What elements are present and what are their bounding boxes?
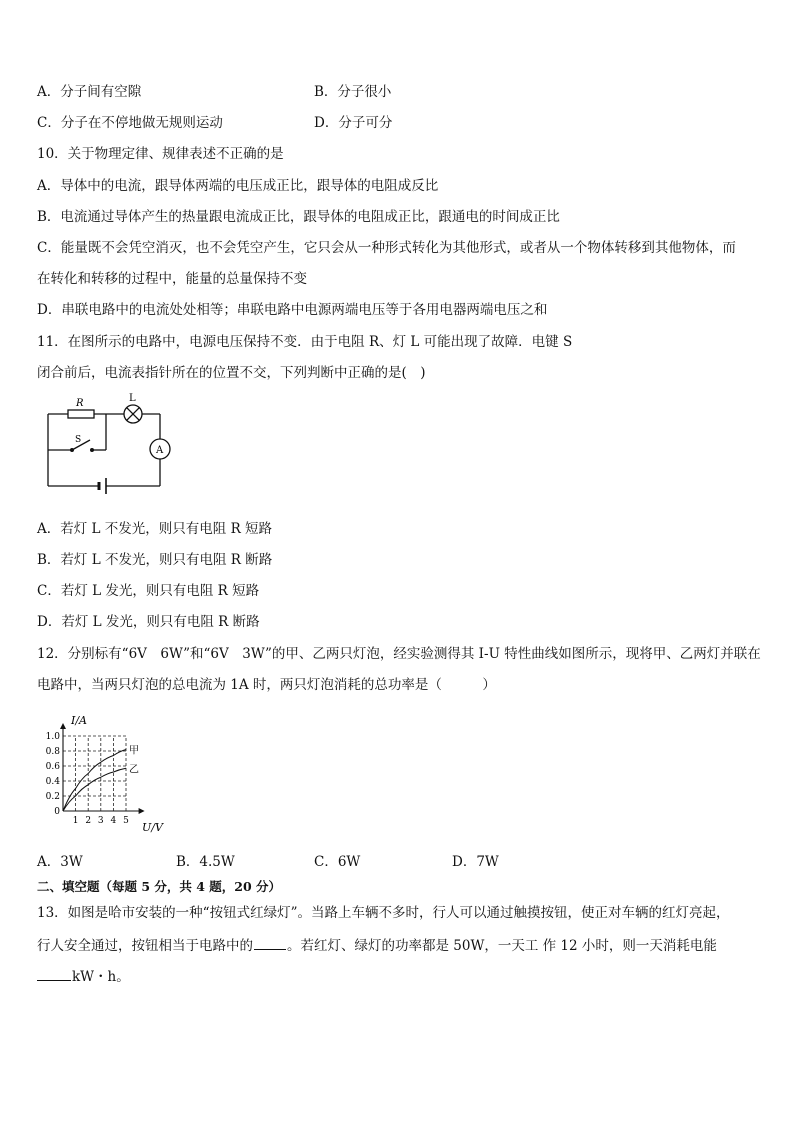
chart-x-axis-label: U/V (142, 821, 163, 834)
x-tick-label: 5 (123, 816, 129, 826)
x-tick-label: 1 (72, 816, 79, 826)
y-axis-arrow (60, 723, 66, 729)
chart-y-axis-label: I/A (71, 714, 87, 727)
q13-line3 (37, 968, 130, 986)
q10-option-c-line2: 在转化和转移的过程中，能量的总量保持不变 (37, 271, 307, 287)
q12-option-b: B．4.5W (176, 854, 235, 870)
y-tick-label: 1.0 (45, 732, 60, 742)
q11-stem-line1: 11．在图所示的电路中，电源电压保持不变．由于电阻 R、灯 L 可能出现了故障．电键 S (37, 334, 573, 350)
q12-stem-line1: 12．分别标有“6V 6W”和“6V 3W”的甲、乙两只灯泡，经实验测得其 I-U 特性曲线如图所示，现将甲、乙两灯并联在 (37, 646, 761, 662)
q12-option-d: D．7W (452, 854, 499, 870)
q13-line1: 13．如图是哈市安装的一种“按钮式红绿灯”。当路上车辆不多时，行人可以通过触摸按钮，使正对车辆的红灯亮起， (37, 905, 730, 921)
circuit-label-s: S (75, 435, 82, 445)
circuit-label-l: L (129, 393, 136, 404)
q11-option-b: B．若灯 L 不发光，则只有电阻 R 断路 (37, 552, 273, 568)
series-curve-yi (63, 768, 126, 811)
q12-option-a: A．3W (37, 854, 83, 870)
x-tick-label: 3 (97, 816, 104, 826)
x-tick-label: 4 (110, 816, 117, 826)
q11-stem-line2: 闭合前后，电流表指针所在的位置不交，下列判断中正确的是( ) (37, 365, 426, 381)
series-label-jia: 甲 (129, 745, 139, 757)
q13-line2-part2: 。若红灯、绿灯的功率都是 50W，一天工 作 12 小时，则一天消耗电能 (287, 938, 717, 954)
q9-option-a: A．分子间有空隙 (37, 84, 142, 100)
q13-line3-unit: kW・h。 (72, 969, 130, 985)
section-heading-fill-in: 二、填空题（每题 5 分，共 4 题，20 分） (37, 879, 282, 894)
circuit-label-r: R (76, 398, 84, 409)
y-tick-label: 0.6 (45, 762, 60, 772)
q13-line2-part1: 行人安全通过，按钮相当于电路中的 (37, 938, 253, 954)
q13-blank-1[interactable] (254, 937, 286, 950)
y-tick-label: 0.4 (45, 777, 60, 787)
q10-option-c-line1: C．能量既不会凭空消灭，也不会凭空产生，它只会从一种形式转化为其他形式，或者从一个物体转移到其他物体，而 (37, 240, 736, 256)
q10-option-b: B．电流通过导体产生的热量跟电流成正比，跟导体的电阻成正比，跟通电的时间成正比 (37, 209, 560, 225)
q9-option-d: D．分子可分 (314, 115, 393, 131)
chart-grid (63, 736, 126, 811)
q11-option-d: D．若灯 L 发光，则只有电阻 R 断路 (37, 614, 260, 630)
q11-option-a: A．若灯 L 不发光，则只有电阻 R 短路 (37, 521, 273, 537)
q10-option-d: D．串联电路中的电流处处相等；串联电路中电源两端电压等于各用电器两端电压之和 (37, 302, 548, 318)
q13-blank-2[interactable] (37, 968, 71, 981)
q10-stem: 10．关于物理定律、规律表述不正确的是 (37, 146, 284, 162)
q13-line2 (37, 937, 717, 955)
q12-stem-line2: 电路中，当两只灯泡的总电流为 1A 时，两只灯泡消耗的总功率是（ ） (37, 677, 496, 693)
x-tick-label: 2 (85, 816, 92, 826)
iu-characteristic-chart (38, 708, 178, 836)
series-label-yi: 乙 (129, 764, 139, 776)
q11-circuit-diagram (40, 392, 190, 496)
q10-option-a: A．导体中的电流，跟导体两端的电压成正比，跟导体的电阻成反比 (37, 178, 439, 194)
x-axis-arrow (139, 808, 145, 814)
y-tick-label: 0.2 (45, 792, 60, 802)
y-tick-label: 0.8 (45, 747, 60, 757)
q11-option-c: C．若灯 L 发光，则只有电阻 R 短路 (37, 583, 260, 599)
q12-option-c: C．6W (314, 854, 361, 870)
resistor-r (68, 410, 94, 418)
q9-option-c: C．分子在不停地做无规则运动 (37, 115, 223, 131)
y-tick-label: 0 (54, 807, 60, 817)
chart-ticks (46, 732, 129, 826)
q9-option-b: B．分子很小 (314, 84, 392, 100)
circuit-label-a: A (156, 445, 164, 456)
